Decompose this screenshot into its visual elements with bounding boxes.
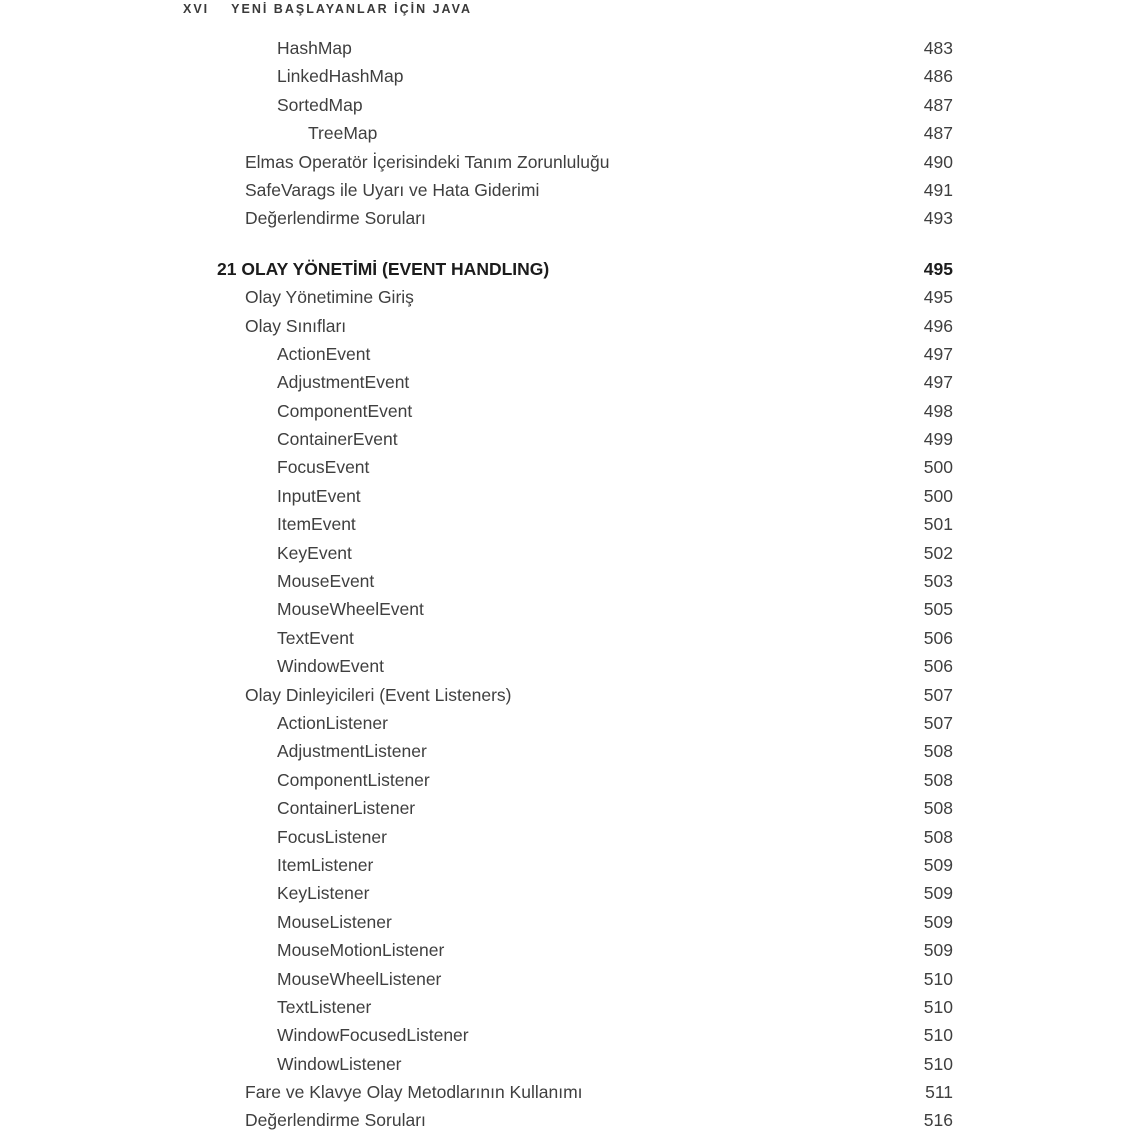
toc-entry-row bbox=[217, 1050, 953, 1078]
toc-entry-title: MouseEvent bbox=[277, 571, 375, 592]
toc-entry-page-number: 502 bbox=[923, 542, 953, 563]
toc-entry-title: AdjustmentEvent bbox=[277, 372, 410, 393]
toc-entry-page-number: 508 bbox=[923, 769, 953, 790]
running-header bbox=[183, 2, 472, 16]
toc-entry-title: Değerlendirme Soruları bbox=[245, 1110, 426, 1131]
toc-entry-row bbox=[217, 1021, 953, 1049]
toc-entry-title: ItemEvent bbox=[277, 514, 356, 535]
toc-list bbox=[217, 34, 953, 1135]
toc-entry-row bbox=[217, 794, 953, 822]
toc-entry-page-number: 510 bbox=[923, 1025, 953, 1046]
toc-entry-row bbox=[217, 539, 953, 567]
toc-entry-row bbox=[217, 312, 953, 340]
toc-entry-row bbox=[217, 624, 953, 652]
toc-entry-row bbox=[217, 148, 953, 176]
toc-entry-title: TextListener bbox=[277, 996, 372, 1017]
toc-entry-title: ItemListener bbox=[277, 854, 374, 875]
toc-entry-page-number: 495 bbox=[923, 258, 953, 279]
toc-entry-title: ActionListener bbox=[277, 712, 388, 733]
toc-entry-row bbox=[217, 340, 953, 368]
toc-entry-page-number: 508 bbox=[923, 798, 953, 819]
toc-entry-page-number: 493 bbox=[923, 208, 953, 229]
toc-entry-title: Değerlendirme Soruları bbox=[245, 208, 426, 229]
roman-page-number: XVI bbox=[183, 2, 210, 16]
toc-entry-page-number: 487 bbox=[923, 123, 953, 144]
toc-entry-row bbox=[217, 283, 953, 311]
toc-entry-page-number: 509 bbox=[923, 854, 953, 875]
toc-entry-page-number: 491 bbox=[923, 179, 953, 200]
toc-entry-page-number: 510 bbox=[923, 968, 953, 989]
toc-entry-title: TextEvent bbox=[277, 627, 354, 648]
toc-entry-row bbox=[217, 453, 953, 481]
toc-entry-page-number: 509 bbox=[923, 883, 953, 904]
toc-entry-row bbox=[217, 851, 953, 879]
toc-entry-title: FocusListener bbox=[277, 826, 387, 847]
toc-chapter-title: 21 OLAY YÖNETİMİ (EVENT HANDLING) bbox=[217, 258, 550, 279]
toc-entry-page-number: 511 bbox=[925, 1082, 953, 1103]
toc-entry-row bbox=[217, 62, 953, 90]
toc-entry-row bbox=[217, 681, 953, 709]
toc-entry-page-number: 500 bbox=[923, 485, 953, 506]
toc-entry-row bbox=[217, 567, 953, 595]
toc-entry-page-number: 483 bbox=[923, 38, 953, 58]
toc-chapter-row bbox=[217, 255, 953, 283]
toc-entry-page-number: 500 bbox=[923, 457, 953, 478]
toc-entry-row bbox=[217, 879, 953, 907]
toc-entry-row bbox=[217, 119, 953, 147]
toc-entry-title: InputEvent bbox=[277, 485, 361, 506]
toc-entry-row bbox=[217, 91, 953, 119]
toc-entry-page-number: 509 bbox=[923, 940, 953, 961]
toc-entry-title: KeyEvent bbox=[277, 542, 352, 563]
toc-entry-page-number: 510 bbox=[923, 1053, 953, 1074]
toc-entry-title: Olay Sınıfları bbox=[245, 315, 347, 336]
toc-entry-row bbox=[217, 908, 953, 936]
toc-entry-page-number: 490 bbox=[923, 151, 953, 172]
toc-entry-title: AdjustmentListener bbox=[277, 741, 427, 762]
toc-entry-title: ComponentEvent bbox=[277, 400, 413, 421]
toc-entry-title: WindowEvent bbox=[277, 656, 384, 677]
toc-entry-page-number: 516 bbox=[923, 1110, 953, 1131]
toc-entry-row bbox=[217, 766, 953, 794]
toc-entry-row bbox=[217, 34, 953, 62]
toc-entry-title: TreeMap bbox=[308, 123, 378, 144]
toc-entry-page-number: 499 bbox=[923, 429, 953, 450]
toc-entry-row bbox=[217, 709, 953, 737]
toc-entry-title: Olay Yönetimine Giriş bbox=[245, 287, 414, 308]
toc-entry-page-number: 505 bbox=[923, 599, 953, 620]
toc-entry-page-number: 497 bbox=[923, 372, 953, 393]
toc-entry-title: ContainerEvent bbox=[277, 429, 398, 450]
toc-entry-title: MouseMotionListener bbox=[277, 940, 445, 961]
toc-entry-title: FocusEvent bbox=[277, 457, 370, 478]
book-title: YENİ BAŞLAYANLAR İÇİN JAVA bbox=[231, 2, 473, 16]
toc-entry-row bbox=[217, 1078, 953, 1106]
toc-entry-row bbox=[217, 176, 953, 204]
toc-entry-page-number: 487 bbox=[923, 94, 953, 115]
toc-entry-row bbox=[217, 965, 953, 993]
toc-entry-page-number: 495 bbox=[923, 287, 953, 308]
toc-entry-row bbox=[217, 652, 953, 680]
toc-entry-page-number: 486 bbox=[923, 66, 953, 87]
toc-entry-row bbox=[217, 204, 953, 232]
toc-entry-title: Olay Dinleyicileri (Event Listeners) bbox=[245, 684, 512, 705]
toc-entry-page-number: 508 bbox=[923, 741, 953, 762]
toc-entry-page-number: 501 bbox=[923, 514, 953, 535]
toc-entry-page-number: 509 bbox=[923, 911, 953, 932]
toc-entry-row bbox=[217, 510, 953, 538]
toc-entry-title: HashMap bbox=[277, 38, 352, 58]
toc-entry-page-number: 507 bbox=[923, 712, 953, 733]
toc-entry-page-number: 507 bbox=[923, 684, 953, 705]
toc-entry-title: MouseWheelEvent bbox=[277, 599, 424, 620]
toc-entry-row bbox=[217, 397, 953, 425]
toc-entry-title: SortedMap bbox=[277, 94, 363, 115]
toc-entry-page-number: 510 bbox=[923, 996, 953, 1017]
toc-entry-row bbox=[217, 482, 953, 510]
toc-entry-row bbox=[217, 737, 953, 765]
toc-entry-row bbox=[217, 823, 953, 851]
toc-entry-title: LinkedHashMap bbox=[277, 66, 404, 87]
toc-entry-title: ActionEvent bbox=[277, 343, 371, 364]
toc-entry-title: ContainerListener bbox=[277, 798, 416, 819]
toc-entry-page-number: 498 bbox=[923, 400, 953, 421]
toc-entry-title: MouseListener bbox=[277, 911, 392, 932]
toc-entry-page-number: 496 bbox=[923, 315, 953, 336]
toc-entry-page-number: 506 bbox=[923, 627, 953, 648]
toc-entry-page-number: 497 bbox=[923, 343, 953, 364]
toc-entry-title: Elmas Operatör İçerisindeki Tanım Zorunluluğu bbox=[245, 151, 610, 172]
toc-entry-row bbox=[217, 425, 953, 453]
toc-entry-page-number: 506 bbox=[923, 656, 953, 677]
toc-entry-page-number: 508 bbox=[923, 826, 953, 847]
toc-entry-row bbox=[217, 936, 953, 964]
toc-entry-title: MouseWheelListener bbox=[277, 968, 442, 989]
toc-entry-row bbox=[217, 1106, 953, 1134]
toc-entry-title: SafeVarags ile Uyarı ve Hata Giderimi bbox=[245, 179, 540, 200]
toc-entry-title: WindowFocusedListener bbox=[277, 1025, 469, 1046]
toc-entry-title: KeyListener bbox=[277, 883, 370, 904]
toc-entry-title: WindowListener bbox=[277, 1053, 402, 1074]
toc-entry-row bbox=[217, 595, 953, 623]
toc-entry-page-number: 503 bbox=[923, 571, 953, 592]
toc-entry-row bbox=[217, 993, 953, 1021]
toc-entry-title: ComponentListener bbox=[277, 769, 430, 790]
toc-entry-row bbox=[217, 368, 953, 396]
toc-entry-title: Fare ve Klavye Olay Metodlarının Kullanımı bbox=[245, 1082, 583, 1103]
